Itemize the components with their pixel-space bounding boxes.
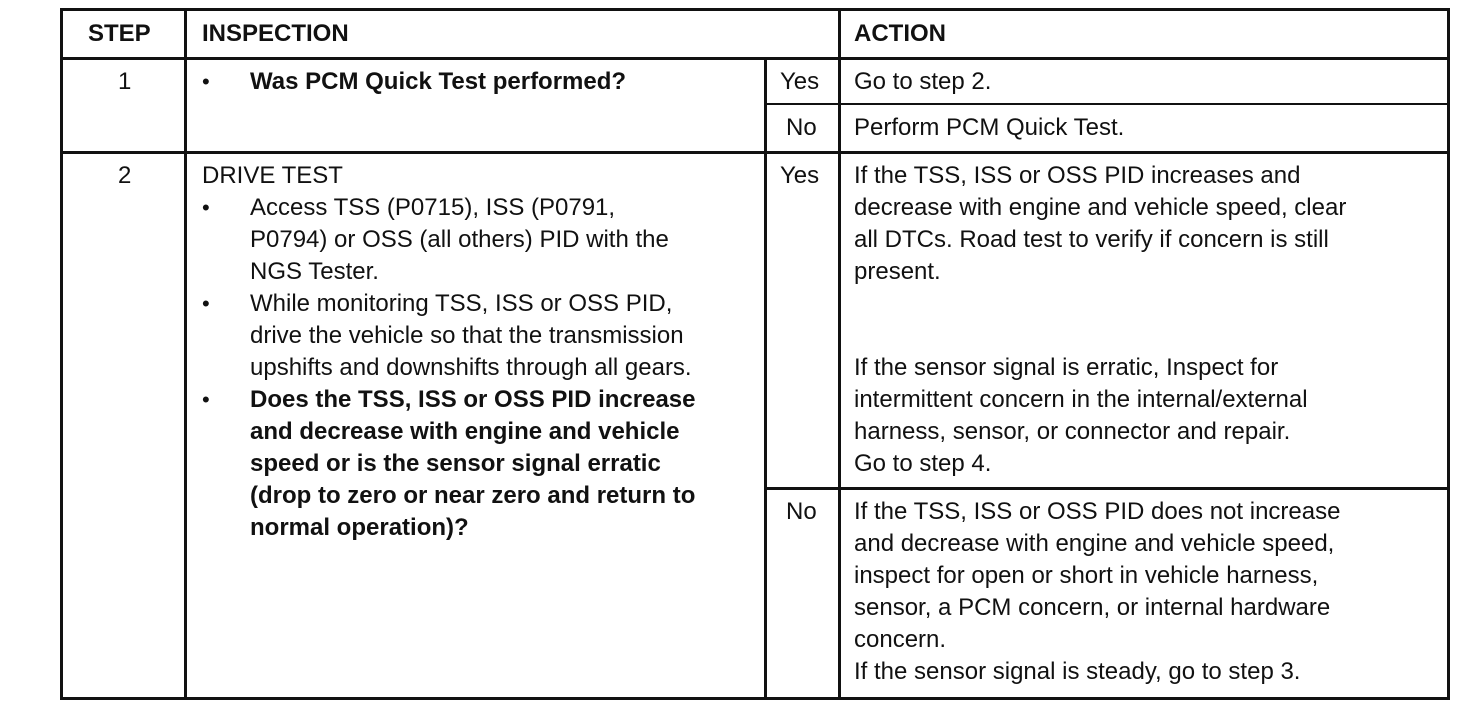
row2-bullet2-line: upshifts and downshifts through all gears. xyxy=(250,354,692,381)
row1-no-action: Perform PCM Quick Test. xyxy=(854,114,1125,141)
row2-bullet3-line: and decrease with engine and vehicle xyxy=(250,418,680,445)
row2-yes-action-line: harness, sensor, or connector and repair. xyxy=(854,418,1291,445)
row2-bullet3-line: (drop to zero or near zero and return to xyxy=(250,482,696,509)
col-divider-action xyxy=(838,8,841,700)
row2-bullet3-line: Does the TSS, ISS or OSS PID increase xyxy=(250,386,696,413)
row2-no-action-line: and decrease with engine and vehicle speed, xyxy=(854,530,1335,557)
row2-bullet3-line: normal operation)? xyxy=(250,514,469,541)
row2-no-action-line: If the TSS, ISS or OSS PID does not increase xyxy=(854,498,1341,525)
bullet-icon: • xyxy=(202,195,210,220)
row2-yes-action-line: decrease with engine and vehicle speed, clear xyxy=(854,194,1347,221)
row2-no-action-line: If the sensor signal is steady, go to step 3. xyxy=(854,658,1301,685)
row-divider-1-2 xyxy=(60,151,1450,154)
row2-bullet2-line: drive the vehicle so that the transmission xyxy=(250,322,684,349)
row2-no-action-line: inspect for open or short in vehicle harness, xyxy=(854,562,1319,589)
row2-yes-action-line: intermittent concern in the internal/external xyxy=(854,386,1308,413)
header-inspection: INSPECTION xyxy=(202,20,349,47)
row2-bullet1-line: Access TSS (P0715), ISS (P0791, xyxy=(250,194,616,221)
row1-no-label: No xyxy=(786,114,817,141)
row2-yes-action-line: If the TSS, ISS or OSS PID increases and xyxy=(854,162,1301,189)
row1-yes-action: Go to step 2. xyxy=(854,68,992,95)
row2-bullet3-line: speed or is the sensor signal erratic xyxy=(250,450,661,477)
row2-no-action-line: concern. xyxy=(854,626,947,653)
row2-no-action-line: sensor, a PCM concern, or internal hardware xyxy=(854,594,1331,621)
row1-yesno-divider xyxy=(764,103,1450,105)
bullet-icon: • xyxy=(202,291,210,316)
row2-step-number: 2 xyxy=(118,162,132,189)
row2-no-label: No xyxy=(786,498,817,525)
bullet-icon: • xyxy=(202,387,210,412)
row1-question: Was PCM Quick Test performed? xyxy=(250,68,627,95)
row2-yes-action-line: present. xyxy=(854,258,941,285)
row2-bullet2-line: While monitoring TSS, ISS or OSS PID, xyxy=(250,290,673,317)
row2-yes-label: Yes xyxy=(780,162,820,189)
row2-yes-action-line: all DTCs. Road test to verify if concern is still xyxy=(854,226,1329,253)
row1-step-number: 1 xyxy=(118,68,132,95)
header-step: STEP xyxy=(88,20,151,47)
row1-yes-label: Yes xyxy=(780,68,820,95)
col-divider-step xyxy=(184,8,187,700)
row2-yes-action-line: Go to step 4. xyxy=(854,450,992,477)
row2-yesno-divider xyxy=(764,487,1450,490)
row2-bullet1-line: NGS Tester. xyxy=(250,258,379,285)
bullet-icon: • xyxy=(202,69,210,94)
row2-title: DRIVE TEST xyxy=(202,162,343,189)
col-divider-yesno xyxy=(764,58,767,700)
row2-bullet1-line: P0794) or OSS (all others) PID with the xyxy=(250,226,669,253)
row2-yes-action-line: If the sensor signal is erratic, Inspect for xyxy=(854,354,1279,381)
header-action: ACTION xyxy=(854,20,946,47)
header-divider xyxy=(60,57,1450,60)
